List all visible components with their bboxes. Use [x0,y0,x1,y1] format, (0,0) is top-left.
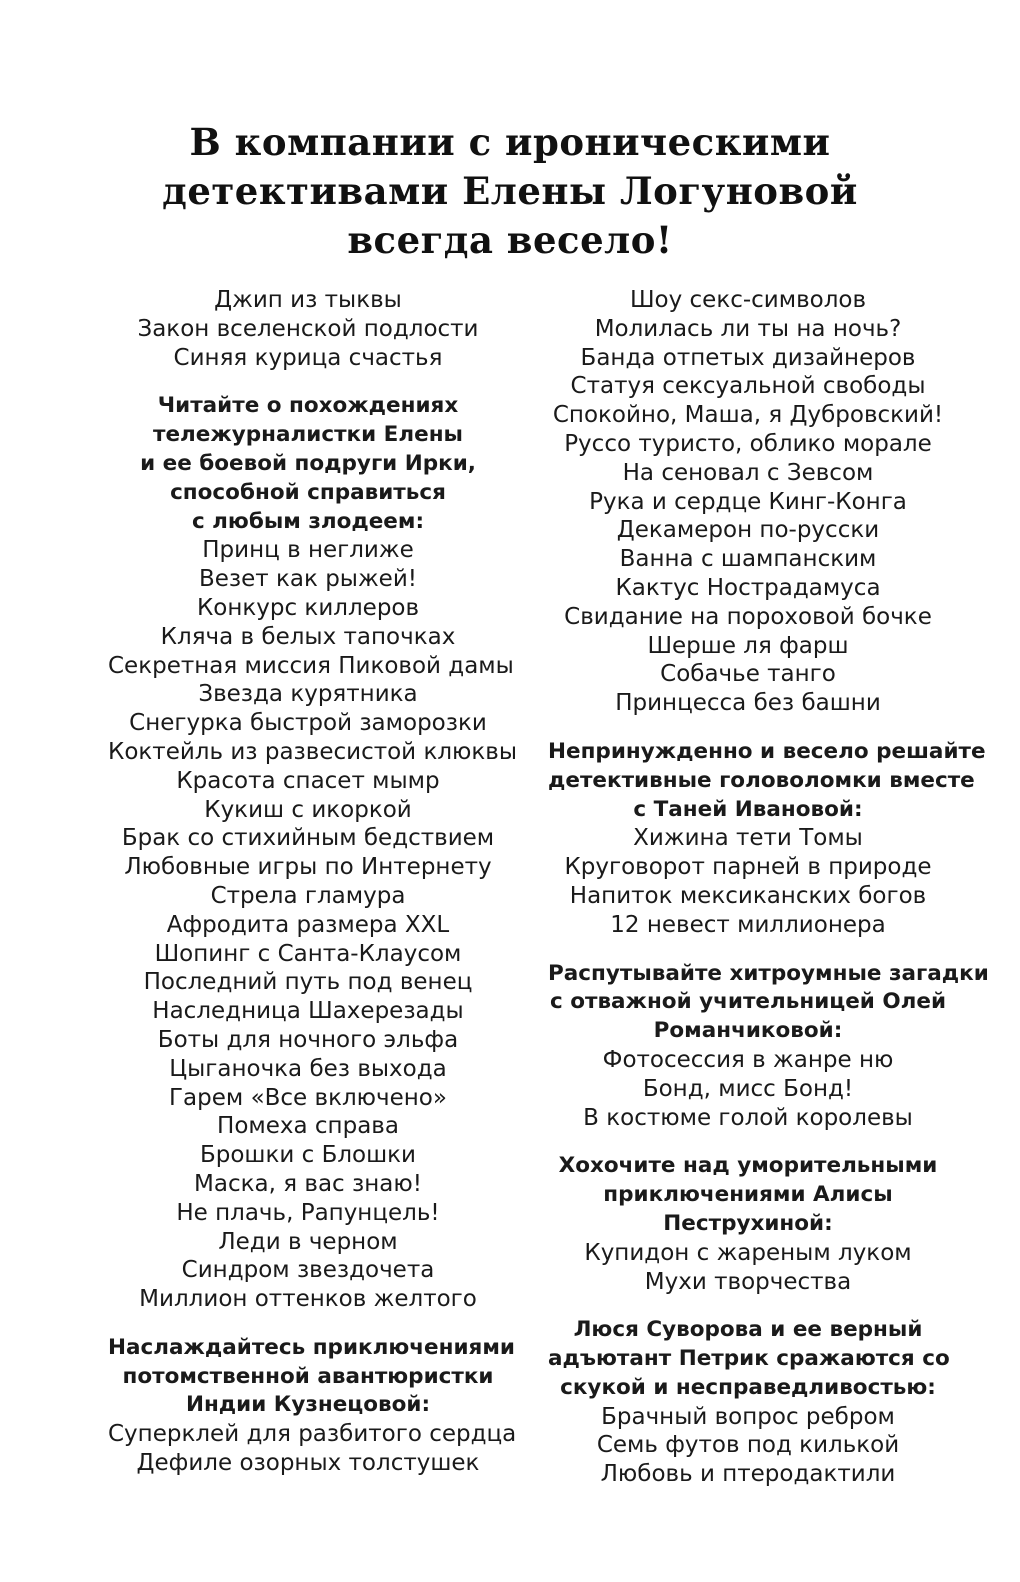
book-title: Секретная миссия Пиковой дамы [108,652,514,679]
series-heading-line: потомственной авантюристки [122,1363,494,1389]
book-title: Мухи творчества [644,1268,852,1295]
book-title: Брак со стихийным бедствием [121,825,495,852]
series-heading-line: Непринужденно и весело решайте [548,738,986,764]
book-title: Принцесса без башни [615,690,881,717]
book-title: Напиток мексиканских богов [569,882,927,909]
book-title: Дефиле озорных толстушек [136,1450,480,1477]
book-title: Закон вселенской подлости [137,315,479,342]
book-title: Не плачь, Рапунцель! [176,1199,440,1226]
book-series-section [108,392,518,1314]
right-book-column [548,286,989,1489]
book-series-section [108,286,508,372]
book-title: Купидон с жареным луком [584,1239,912,1266]
book-title: Шопинг с Санта-Клаусом [154,940,462,967]
book-title: Джип из тыквы [214,287,402,313]
book-title: Принц в неглиже [202,537,414,564]
series-heading-line: Наслаждайтесь приключениями [108,1334,515,1360]
book-title: Круговорот парней в природе [564,854,932,881]
series-heading-line: Распутывайте хитроумные загадки [548,960,989,986]
book-title: Брошки с Блошки [199,1142,417,1169]
book-title: Леди в черном [218,1228,398,1255]
book-title: Семь футов под килькой [596,1432,900,1459]
book-title: Конкурс киллеров [196,594,420,621]
series-heading-line: способной справиться [170,479,446,505]
series-heading-line: Хохочите над уморительными [558,1153,938,1179]
book-title: Свидание на пороховой бочке [564,603,932,630]
book-title: Шоу секс-символов [629,287,867,313]
left-book-column [108,286,518,1478]
series-heading-line: адъютант Петрик сражаются со [548,1346,950,1372]
book-title: Синяя курица счастья [173,344,443,371]
book-series-section [548,286,948,718]
book-series-section [548,960,989,1133]
book-title: Руссо туристо, облико морале [564,430,932,457]
series-heading-line: приключениями Алисы [603,1182,893,1208]
book-title: Маска, я вас знаю! [194,1170,422,1197]
series-heading-line: скукой и несправедливостью: [560,1374,936,1400]
book-title: Гарем «Все включено» [169,1084,447,1111]
series-heading-line: Индии Кузнецовой: [185,1392,431,1418]
title-line: детективами Елены Логуновой [162,169,858,213]
book-title: Любовные игры по Интернету [124,854,492,881]
book-title: Красота спасет мымр [176,767,440,794]
book-series-section [548,1152,948,1296]
book-title: Молилась ли ты на ночь? [594,315,902,342]
book-title: Наследница Шахерезады [152,998,464,1025]
book-title: Последний путь под венец [143,969,473,996]
series-heading-line: тележурналистки Елены [152,422,463,448]
book-title: Бонд, мисс Бонд! [642,1075,854,1102]
page-title [0,118,1020,265]
book-title: Цыганочка без выхода [169,1055,447,1082]
book-title: Статуя сексуальной свободы [570,373,926,400]
series-heading-line: с любым злодеем: [191,508,425,534]
series-heading-line: с Таней Ивановой: [633,796,863,822]
book-title: Спокойно, Маша, я Дубровский! [552,402,944,429]
book-title: Собачье танго [660,661,836,688]
book-title: Суперклей для разбитого сердца [108,1421,517,1448]
book-title: Боты для ночного эльфа [157,1026,459,1053]
book-series-section [108,1334,517,1478]
book-title: Афродита размера XXL [166,911,450,938]
book-title: Шерше ля фарш [647,632,849,659]
book-title: Хижина тети Томы [633,825,863,852]
book-title: Рука и сердце Кинг-Конга [589,488,907,515]
series-heading-line: и ее боевой подруги Ирки, [140,450,476,476]
book-title: Любовь и птеродактили [600,1461,896,1488]
book-title: Снегурка быстрой заморозки [129,710,487,737]
book-title: Кукиш с икоркой [204,796,412,823]
book-title: На сеновал с Зевсом [622,459,874,486]
series-heading-line: Читайте о похождениях [157,393,459,419]
title-line: В компании с ироническими [189,120,831,164]
book-title: Помеха справа [217,1113,399,1140]
book-title: Ванна с шампанским [619,546,877,573]
title-line: всегда весело! [347,218,673,262]
book-title: Миллион оттенков желтого [139,1286,477,1313]
series-heading-line: детективные головоломки вместе [548,767,975,793]
series-heading-line: с отважной учительницей Олей [549,989,947,1015]
book-title: Везет как рыжей! [198,566,417,593]
book-title: Звезда курятника [198,681,418,708]
book-series-section [548,738,986,940]
series-heading-line: Романчиковой: [653,1018,843,1044]
book-title: Кляча в белых тапочках [160,623,456,650]
book-title: Коктейль из развесистой клюквы [108,738,518,765]
book-title: 12 невест миллионера [610,911,886,938]
book-title: Синдром звездочета [181,1257,435,1284]
series-heading-line: Люся Суворова и ее верный [573,1317,923,1343]
book-title: Декамерон по-русски [616,517,880,544]
book-title: Стрела гламура [210,882,406,909]
book-title: Фотосессия в жанре ню [602,1046,894,1073]
book-series-section [548,1316,948,1489]
book-title: Кактус Нострадамуса [615,574,881,601]
book-title: В костюме голой королевы [583,1104,913,1131]
book-title: Банда отпетых дизайнеров [580,344,916,371]
series-heading-line: Пеструхиной: [663,1210,833,1236]
book-title: Брачный вопрос ребром [601,1403,895,1430]
